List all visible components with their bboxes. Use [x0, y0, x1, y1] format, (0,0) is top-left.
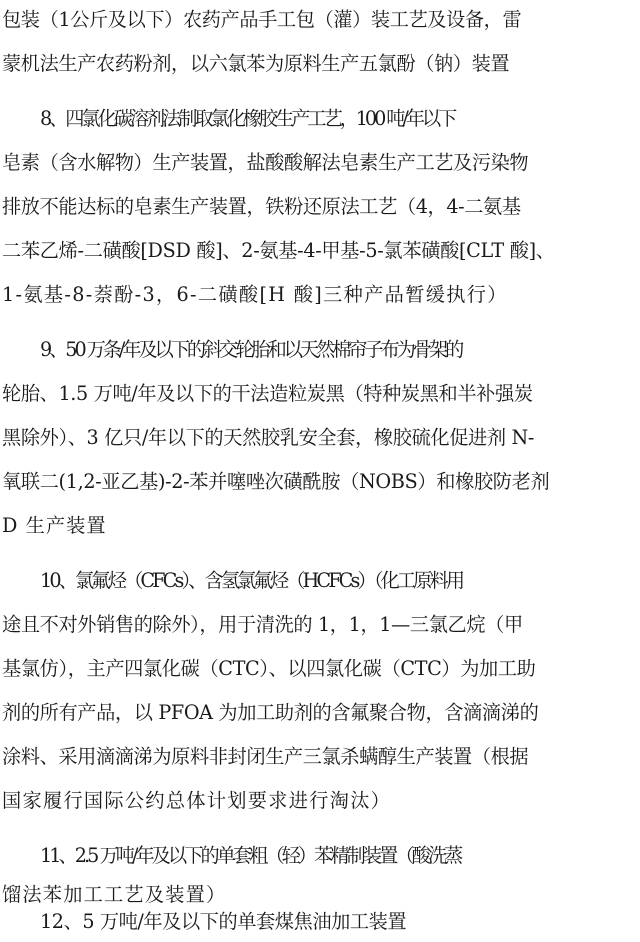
text-line: 馏法苯加工工艺及装置） — [2, 883, 227, 906]
text-line: 途且不对外销售的除外），用于清洗的 1，1，1—三氯乙烷（甲 — [2, 613, 523, 636]
item-8-heading: 8、四氯化碳溶剂法制取氯化橡胶生产工艺，100 吨/年以下 — [40, 107, 455, 130]
text-line: D 生产装置 — [2, 514, 107, 537]
item-11-heading: 11、2.5 万吨/年及以下的单套粗（轻）苯精制装置（酸洗蒸 — [40, 844, 461, 867]
text-line: 蒙机法生产农药粉剂，以六氯苯为原料生产五氯酚（钠）装置 — [2, 52, 510, 75]
text-line: 剂的所有产品，以 PFOA 为加工助剂的含氟聚合物，含滴滴涕的 — [2, 701, 539, 724]
text-line: 二苯乙烯-二磺酸[DSD 酸]、2-氨基-4-甲基-5-氯苯磺酸[CLT 酸]、 — [2, 239, 555, 262]
text-line: 轮胎、1.5 万吨/年及以下的干法造粒炭黑（特种炭黑和半补强炭 — [2, 382, 533, 405]
text-line: 国家履行国际公约总体计划要求进行淘汰） — [2, 789, 392, 812]
item-12-heading: 12、5 万吨/年及以下的单套煤焦油加工装置 — [40, 910, 407, 933]
text-line: 基氯仿），主产四氯化碳（CTC）、以四氯化碳（CTC）为加工助 — [2, 657, 536, 680]
item-9-heading: 9、50 万条/年及以下的斜交轮胎和以天然棉帘子布为骨架的 — [40, 338, 462, 361]
text-line: 黑除外）、3 亿只/年以下的天然胶乳安全套，橡胶硫化促进剂 N- — [2, 426, 535, 449]
text-line: 排放不能达标的皂素生产装置，铁粉还原法工艺（4，4-二氨基 — [2, 195, 521, 218]
item-10-heading: 10、氯氟烃（CFCs）、含氢氯氟烃（HCFCs）（化工原料用 — [40, 569, 463, 592]
text-line: 包装（1公斤及以下）农药产品手工包（灌）装工艺及设备，雷 — [2, 8, 522, 31]
text-line: 皂素（含水解物）生产装置，盐酸酸解法皂素生产工艺及污染物 — [2, 151, 529, 174]
text-line: 1-氨基-8-萘酚-3，6-二磺酸[H 酸]三种产品暂缓执行） — [2, 283, 508, 306]
text-line: 涂料、采用滴滴涕为原料非封闭生产三氯杀螨醇生产装置（根据 — [2, 745, 529, 768]
text-line: 氧联二(1,2-亚乙基)-2-苯并噻唑次磺酰胺（NOBS）和橡胶防老剂 — [2, 470, 550, 493]
